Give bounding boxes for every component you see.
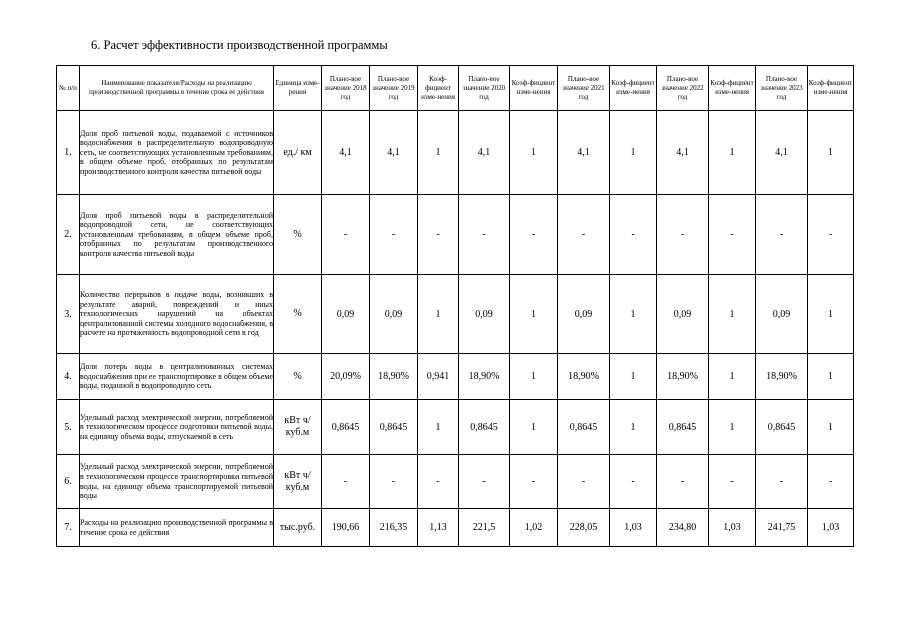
value-cell: 4,1 (558, 111, 610, 195)
row-number-cell: 4. (57, 354, 80, 400)
table-row (57, 455, 854, 509)
value-cell: 1 (610, 111, 657, 195)
header-cell: Наименование показателя/Расходы на реализацию производственной программы в течение срока ее действия (80, 66, 274, 111)
unit-cell: % (274, 354, 322, 400)
table-row (57, 354, 854, 400)
unit-cell: % (274, 195, 322, 275)
value-cell: 0,09 (657, 275, 709, 354)
value-cell: - (709, 455, 756, 509)
value-cell: 1 (610, 354, 657, 400)
value-cell: 1 (709, 275, 756, 354)
value-cell: 221,5 (459, 509, 510, 547)
value-cell: 1,03 (808, 509, 854, 547)
header-cell: Плано-вое значение 2022 год (657, 66, 709, 111)
value-cell: - (370, 195, 418, 275)
value-cell: - (370, 455, 418, 509)
value-cell: 18,90% (558, 354, 610, 400)
value-cell: 1,03 (610, 509, 657, 547)
header-cell: Коэф-фициент изме-нения (510, 66, 558, 111)
header-cell: Плано-вое значение 2018 год (322, 66, 370, 111)
value-cell: 0,09 (558, 275, 610, 354)
value-cell: 20,09% (322, 354, 370, 400)
value-cell: 0,8645 (322, 400, 370, 455)
value-cell: - (709, 195, 756, 275)
value-cell: 0,941 (418, 354, 459, 400)
value-cell: 18,90% (370, 354, 418, 400)
value-cell: 0,09 (370, 275, 418, 354)
value-cell: 4,1 (657, 111, 709, 195)
value-cell: 4,1 (370, 111, 418, 195)
header-cell: Единица изме-рения (274, 66, 322, 111)
unit-cell: ед./ км (274, 111, 322, 195)
indicator-name-cell: Количество перерывов в подаче воды, возникших в результате аварий, повреждений и иных технологических нарушений на объектах централизованной системы холодного водоснабжения, в расчете на протяженность водопроводной сети в год (80, 275, 274, 354)
value-cell: 1 (418, 400, 459, 455)
row-number-cell: 1. (57, 111, 80, 195)
value-cell: 190,66 (322, 509, 370, 547)
value-cell: - (756, 195, 808, 275)
value-cell: 0,09 (322, 275, 370, 354)
table-row (57, 111, 854, 195)
value-cell: 1 (510, 354, 558, 400)
header-cell: Плано-вое значение 2021 год (558, 66, 610, 111)
value-cell: 0,8645 (657, 400, 709, 455)
header-cell: Коэф-фициент изме-нения (418, 66, 459, 111)
value-cell: 0,09 (756, 275, 808, 354)
value-cell: - (418, 195, 459, 275)
value-cell: 228,05 (558, 509, 610, 547)
table-body (57, 111, 854, 547)
value-cell: 1,13 (418, 509, 459, 547)
row-number-cell: 7. (57, 509, 80, 547)
value-cell: 1 (418, 111, 459, 195)
value-cell: 216,35 (370, 509, 418, 547)
value-cell: 1 (709, 400, 756, 455)
value-cell: 1 (709, 354, 756, 400)
value-cell: 1 (510, 111, 558, 195)
value-cell: - (322, 455, 370, 509)
value-cell: - (459, 455, 510, 509)
indicator-name-cell: Доля проб питьевой воды в распределительной водопроводной сети, не соответствующих установленным требованиям, в общем объеме проб, отобранных по результатам производственного контроля качества питьевой воды (80, 195, 274, 275)
value-cell: 1 (418, 275, 459, 354)
value-cell: 1 (808, 354, 854, 400)
value-cell: 0,8645 (370, 400, 418, 455)
row-number-cell: 2. (57, 195, 80, 275)
unit-cell: кВт ч/куб.м (274, 400, 322, 455)
value-cell: 4,1 (459, 111, 510, 195)
value-cell: - (808, 455, 854, 509)
value-cell: 0,8645 (459, 400, 510, 455)
value-cell: 18,90% (657, 354, 709, 400)
value-cell: 1 (610, 400, 657, 455)
table-row (57, 400, 854, 455)
section-heading: 6. Расчет эффективности производственной программы (91, 38, 388, 52)
table-row (57, 275, 854, 354)
value-cell: - (610, 195, 657, 275)
value-cell: - (657, 455, 709, 509)
value-cell: 234,80 (657, 509, 709, 547)
row-number-cell: 3. (57, 275, 80, 354)
indicator-name-cell: Доля потерь воды в централизованных системах водоснабжения при ее транспортировке в общем объеме воды, поданной в водопроводную сеть (80, 354, 274, 400)
value-cell: - (808, 195, 854, 275)
value-cell: - (756, 455, 808, 509)
indicator-name-cell: Удельный расход электрической энергии, потребляемой в технологическом процессе транспортировки питьевой воды, на единицу объема транспортируемой питьевой воды (80, 455, 274, 509)
value-cell: - (459, 195, 510, 275)
header-cell: Коэф-фициент изме-нения (610, 66, 657, 111)
header-cell: № п/п (57, 66, 80, 111)
value-cell: 1 (510, 400, 558, 455)
value-cell: - (558, 455, 610, 509)
header-cell: Коэф-фициент изме-нения (709, 66, 756, 111)
value-cell: 1,03 (709, 509, 756, 547)
unit-cell: % (274, 275, 322, 354)
indicator-name-cell: Доля проб питьевой воды, подаваемой с источников водоснабжения в распределительную водопроводную сеть, не соответствующих установленным требованиям, в общем объеме проб, отобранных по результатам производственного контроля качества питьевой воды (80, 111, 274, 195)
value-cell: 1 (808, 400, 854, 455)
value-cell: 4,1 (756, 111, 808, 195)
table-row (57, 509, 854, 547)
value-cell: 18,90% (756, 354, 808, 400)
header-cell: Коэф-фициент изме-нения (808, 66, 854, 111)
value-cell: 4,1 (322, 111, 370, 195)
unit-cell: тыс.руб. (274, 509, 322, 547)
value-cell: 0,09 (459, 275, 510, 354)
efficiency-table (56, 65, 854, 547)
header-cell: Плано-вое значение 2023 год (756, 66, 808, 111)
value-cell: 1 (610, 275, 657, 354)
value-cell: - (510, 195, 558, 275)
value-cell: 0,8645 (558, 400, 610, 455)
value-cell: - (322, 195, 370, 275)
indicator-name-cell: Удельный расход электрической энергии, потребляемой в технологическом процессе подготовки питьевой воды, на единицу объема воды, отпускаемой в сеть (80, 400, 274, 455)
indicator-name-cell: Расходы на реализацию производственной программы в течение срока ее действия (80, 509, 274, 547)
value-cell: 1 (709, 111, 756, 195)
value-cell: - (418, 455, 459, 509)
value-cell: - (558, 195, 610, 275)
value-cell: 1 (808, 111, 854, 195)
value-cell: - (610, 455, 657, 509)
value-cell: 1 (510, 275, 558, 354)
value-cell: 18,90% (459, 354, 510, 400)
header-cell: Плано-вое значение 2019 год (370, 66, 418, 111)
value-cell: - (510, 455, 558, 509)
value-cell: 0,8645 (756, 400, 808, 455)
value-cell: 1 (808, 275, 854, 354)
header-row (57, 66, 854, 111)
value-cell: 1,02 (510, 509, 558, 547)
value-cell: 241,75 (756, 509, 808, 547)
value-cell: - (657, 195, 709, 275)
row-number-cell: 5. (57, 400, 80, 455)
header-cell: Плано-вое значение 2020 год (459, 66, 510, 111)
table-row (57, 195, 854, 275)
unit-cell: кВт ч/куб.м (274, 455, 322, 509)
row-number-cell: 6. (57, 455, 80, 509)
